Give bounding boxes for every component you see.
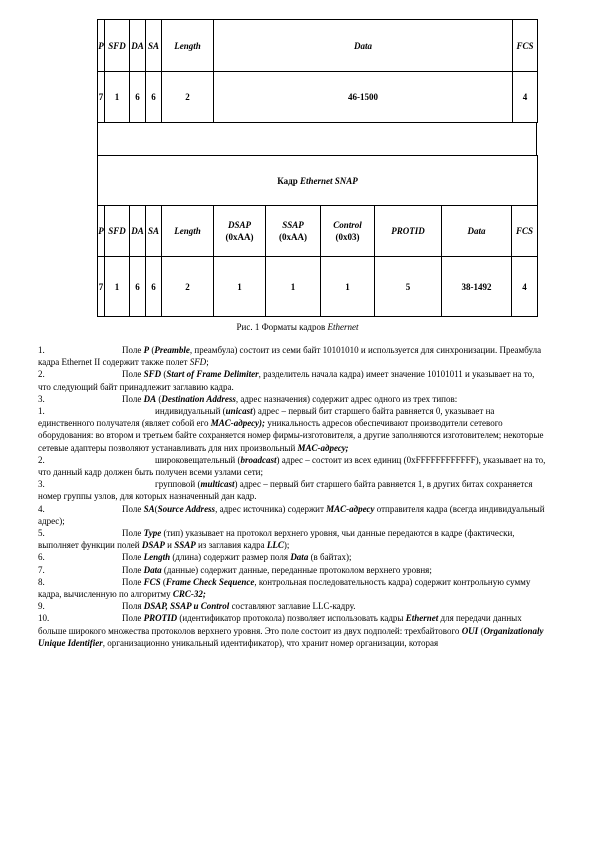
control-label: Control xyxy=(333,220,362,230)
header-cell-control xyxy=(321,206,375,257)
value-cell-p: 7 xyxy=(98,72,105,123)
list-item-number: 2. xyxy=(38,454,45,465)
list-item-text: Поле PROTID (идентификатор протокола) позволяет использовать кадры Ethernet для передачи данных больше широкого множества протоколов верхнего уровня. Это поле состоит из двух подполей: трехбайтового OUI (Organizationaly Unique Identifier, организационно уникальный идентификатор), что хранит номер организации, которая xyxy=(38,613,544,648)
header-cell-ssap xyxy=(266,206,321,257)
value-cell: 4 xyxy=(512,257,538,317)
header-cell-da: DA xyxy=(130,20,146,72)
dsap-value: (0xAA) xyxy=(225,232,254,242)
snap-caption xyxy=(98,156,538,206)
value-cell-sa: 6 xyxy=(146,72,162,123)
list-item xyxy=(38,344,548,368)
value-cell: 6 xyxy=(130,257,146,317)
list-item-number: 1. xyxy=(38,345,45,355)
list-item xyxy=(38,600,548,612)
value-cell-da: 6 xyxy=(130,72,146,123)
list-item-text: Поле Data (данные) содержит данные, переданные протоколом верхнего уровня; xyxy=(122,564,432,575)
header-cell-length: Length xyxy=(162,20,214,72)
list-item xyxy=(38,405,548,454)
value-cell: 5 xyxy=(375,257,442,317)
header-cell-data: Data xyxy=(442,206,512,257)
list-item-text: Поле SA(Source Address, адрес источника) содержит MAC-адресу отправителя кадра (всегда индивидуальный адрес); xyxy=(38,503,545,526)
list-item-text: индивидуальный (unicast) адрес – первый бит старшего байта равняется 0, указывает на единственного получателя (являет собой его MAC-адресу); уникальность адресов обеспечивают производители сетевого оборудования: во втором и третьем байте сохраняется номер фирмы-изготовителя, а другие заполняются изготовителем; некоторые сетевые адаптеры позволяют устанавливать для них произвольный MAC-адресу; xyxy=(38,406,544,453)
header-cell-data: Data xyxy=(214,20,513,72)
figure-caption xyxy=(0,322,595,332)
list-item-number: 3. xyxy=(38,479,45,490)
table-value-row xyxy=(98,72,538,123)
control-value: (0x03) xyxy=(335,232,360,242)
snap-caption-italic: Ethernet SNAP xyxy=(299,175,358,186)
value-cell: 1 xyxy=(214,257,266,317)
list-item-text: Поле P (Preamble, преамбула) состоит из семи байт 10101010 и используется для синхронизации. Преамбула кадра Ethernet II содержит также полет SFD; xyxy=(38,345,542,368)
list-item-text: широковещательный (broadcast) адрес – состоит из всех единиц (0xFFFFFFFFFFFF), указывает на то, что данный кадр должен быть получен всеми узлами сети; xyxy=(38,454,546,478)
header-cell-sa: SA xyxy=(146,206,162,257)
header-cell-sfd: SFD xyxy=(105,20,130,72)
header-cell-sfd: SFD xyxy=(105,206,130,257)
value-cell-data: 46-1500 xyxy=(214,72,513,123)
header-cell-fcs: FCS xyxy=(513,20,538,72)
list-item-number: 4. xyxy=(38,503,45,514)
list-item xyxy=(38,454,548,478)
value-cell-sfd: 1 xyxy=(105,72,130,123)
table-value-row xyxy=(98,257,538,317)
list-item xyxy=(38,551,548,563)
list-item xyxy=(38,393,548,405)
value-cell: 1 xyxy=(266,257,321,317)
list-item xyxy=(38,612,548,649)
ssap-value: (0xAA) xyxy=(279,232,307,242)
figure-caption-text: Рис. 1 Форматы кадров xyxy=(236,322,328,332)
snap-caption-row xyxy=(98,156,538,206)
list-item-text: Поля DSAP, SSAP и Control составляют заглавие LLC-кадру. xyxy=(122,601,356,612)
header-cell-protid: PROTID xyxy=(375,206,442,257)
list-item-number: 6. xyxy=(38,552,45,563)
value-cell-fcs: 4 xyxy=(513,72,538,123)
header-cell-p: P xyxy=(98,20,105,72)
list-item-number: 3. xyxy=(38,393,45,404)
table-header-row xyxy=(98,20,538,72)
table-header-row xyxy=(98,206,538,257)
list-item-number: 7. xyxy=(38,564,45,575)
list-item-text: Поле FCS (Frame Check Sequence, контрольная последовательность кадра) содержит контрольную сумму кадра, вычисленную по алгоритму CRC-32; xyxy=(38,576,531,600)
list-item xyxy=(38,527,548,551)
value-cell-length: 2 xyxy=(162,72,214,123)
list-item-number: 5. xyxy=(38,528,45,539)
ethernet-snap-table xyxy=(97,155,538,317)
list-item-number: 9. xyxy=(38,601,45,612)
ethernet-frame-table xyxy=(97,19,538,123)
ssap-label: SSAP xyxy=(282,220,304,230)
snap-caption-prefix: Кадр xyxy=(277,175,300,186)
figure-caption-italic: Ethernet xyxy=(327,322,359,332)
header-cell-fcs: FCS xyxy=(512,206,538,257)
value-cell: 2 xyxy=(162,257,214,317)
value-cell: 38-1492 xyxy=(442,257,512,317)
list-item xyxy=(38,368,548,392)
field-description-list xyxy=(38,344,548,649)
list-item xyxy=(38,478,548,502)
list-item xyxy=(38,503,548,527)
header-cell-p: P xyxy=(98,206,105,257)
list-item-text: Поле DA (Destination Address, адрес назначения) содержит адрес одного из трех типов: xyxy=(122,393,458,404)
list-item-number: 8. xyxy=(38,576,45,587)
header-cell-sa: SA xyxy=(146,20,162,72)
value-cell: 1 xyxy=(105,257,130,317)
list-item-text: Поле SFD (Start of Frame Delimiter, разделитель начала кадра) имеет значение 10101011 и указывает на то, что следующий байт принадлежит заглавию кадра. xyxy=(38,369,535,392)
list-item xyxy=(38,576,548,600)
value-cell: 6 xyxy=(146,257,162,317)
list-item-number: 1. xyxy=(38,406,45,417)
list-item-text: Поле Type (тип) указывает на протокол верхнего уровня, чьи данные передаются в кадре (фактически, выполняет функции полей DSAP и SSAP из заглавия кадра LLC); xyxy=(38,528,515,551)
list-item xyxy=(38,564,548,576)
dsap-label: DSAP xyxy=(227,220,251,230)
list-item-text: Поле Length (длина) содержит размер поля Data (в байтах); xyxy=(122,552,352,563)
header-cell-dsap xyxy=(214,206,266,257)
table-spacer xyxy=(97,122,537,155)
value-cell: 7 xyxy=(98,257,105,317)
value-cell: 1 xyxy=(321,257,375,317)
list-item-text: групповой (multicast) адрес – первый бит старшего байта равняется 1, в других битах сохраняется номер группы узлов, для которых назначенный дан кадр. xyxy=(38,479,533,502)
header-cell-da: DA xyxy=(130,206,146,257)
list-item-number: 10. xyxy=(38,613,50,624)
header-cell-length: Length xyxy=(162,206,214,257)
list-item-number: 2. xyxy=(38,369,45,380)
